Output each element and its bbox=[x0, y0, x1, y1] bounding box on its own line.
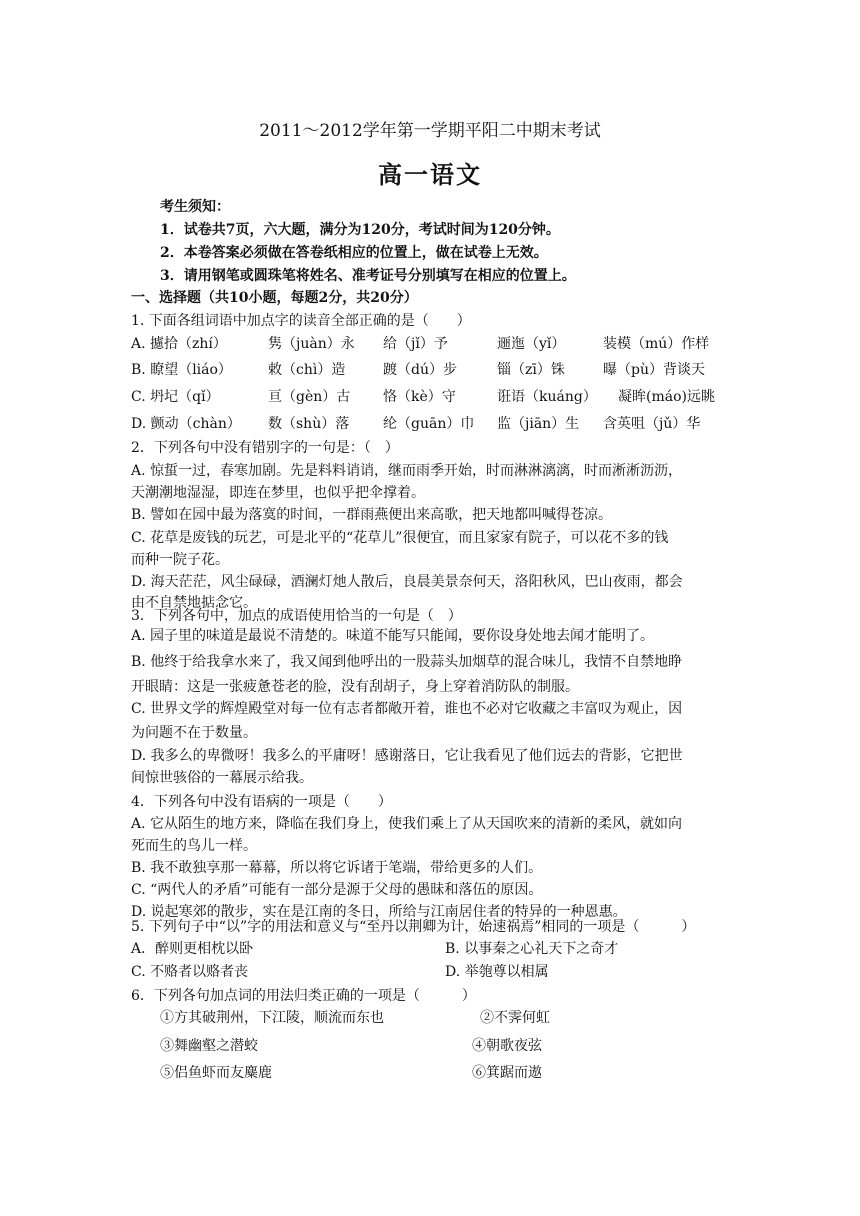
q1-c-4: 诳语（kuáng） bbox=[497, 389, 597, 405]
q4-line-3: B. 我不敢独享那一幕幕，所以将它诉诸于笔端，带给更多的人们。 bbox=[131, 860, 543, 876]
q2-line-1: A. 惊蜇一过，春寒加剧。先是料料诮诮，继而雨季开始，时而淋淋漓漓，时而淅淅沥沥， bbox=[131, 463, 683, 479]
q1-b-5: 曝（pù）背谈天 bbox=[603, 362, 705, 378]
q3-line-2: B. 他终于给我拿水来了，我又闻到他呼出的一股蒜头加烟草的混合味儿，我情不自禁地睁 bbox=[131, 654, 683, 670]
q3-line-3: 开眼睛：这是一张疲惫苍老的脸，没有刮胡子，身上穿着消防队的制服。 bbox=[131, 679, 579, 695]
q6-item-1: ①方其破荆州，下江陵，顺流而东也 bbox=[160, 1010, 384, 1026]
q2-line-6: D. 海天茫茫，风尘碌碌，酒澜灯灺人散后，良晨美景奈何天，洛阳秋风，巴山夜雨，都会 bbox=[131, 574, 683, 590]
q2-line-3: B. 譬如在园中最为落寞的时间，一群雨燕便出来高歌，把天地都叫喊得苍凉。 bbox=[131, 507, 613, 523]
q1-c-2: 亘（gèn）古 bbox=[268, 389, 351, 405]
q6-item-4: ④朝歌夜弦 bbox=[472, 1038, 542, 1054]
notice-heading: 考生须知： bbox=[160, 199, 230, 215]
question-4-stem: 4．下列各句中没有语病的一项是（ ） bbox=[131, 794, 392, 810]
question-3-stem: 3．下列各句中，加点的成语使用恰当的一句是（ ） bbox=[131, 608, 462, 624]
notice-item-3: 3．请用钢笔或圆珠笔将姓名、准考证号分别填写在相应的位置上。 bbox=[160, 268, 576, 284]
question-2-stem: 2．下列各句中没有错别字的一句是：（ ） bbox=[131, 440, 399, 456]
exam-subject: 高一语文 bbox=[378, 160, 482, 189]
q6-item-6: ⑥箕踞而遨 bbox=[472, 1065, 542, 1081]
q5-option-d: D. 举匏尊以相属 bbox=[445, 964, 549, 980]
q2-line-2: 天潮潮地湿湿，即连在梦里，也似乎把伞撑着。 bbox=[131, 485, 425, 501]
q6-item-2: ②不霁何虹 bbox=[480, 1010, 550, 1026]
q1-b-2: 敕（chì）造 bbox=[268, 362, 346, 378]
q1-d-5: 含英咀（jǔ）华 bbox=[603, 416, 701, 432]
notice-item-1: 1．试卷共7页，六大题，满分为120分，考试时间为120分钟。 bbox=[160, 222, 560, 238]
q5-option-a: A．醉则更相枕以卧 bbox=[131, 941, 254, 957]
q1-a-4: 逦迤（yǐ） bbox=[497, 336, 566, 352]
q1-d-1: D. 颤动（chàn） bbox=[131, 416, 241, 432]
q3-line-5: 为问题不在于数量。 bbox=[131, 725, 257, 741]
q4-line-1: A. 它从陌生的地方来，降临在我们身上，使我们乘上了从天国吹来的清新的柔风，就如向 bbox=[131, 816, 683, 832]
q1-a-5: 装模（mú）作样 bbox=[603, 336, 710, 352]
q1-a-2: 隽（juàn）永 bbox=[268, 336, 355, 352]
q4-line-4: C. “两代人的矛盾”可能有一部分是源于父母的愚昧和落伍的原因。 bbox=[131, 882, 543, 898]
q4-line-5: D. 说起寒郊的散步，实在是江南的冬日，所给与江南居住者的特异的一种恩惠。 bbox=[131, 904, 627, 920]
q3-line-7: 间惊世骇俗的一幕展示给我。 bbox=[131, 770, 313, 786]
question-1-stem: 1. 下面各组词语中加点字的读音全部正确的是（ ） bbox=[131, 313, 471, 329]
notice-item-2: 2．本卷答案必须做在答卷纸相应的位置上，做在试卷上无效。 bbox=[160, 245, 548, 261]
q1-c-3: 恪（kè）守 bbox=[383, 389, 456, 405]
q5-option-c: C. 不赂者以赂者丧 bbox=[131, 964, 249, 980]
q2-line-4: C. 花草是废钱的玩艺，可是北平的“花草儿”很便宜，而且家家有院子，可以花不多的钱 bbox=[131, 530, 669, 546]
q4-line-2: 死而生的鸟儿一样。 bbox=[131, 838, 257, 854]
q3-line-6: D. 我多么的卑微呀！我多么的平庸呀！感谢落日，它让我看见了他们远去的背影，它把世 bbox=[131, 748, 683, 764]
q2-line-7: 由不自禁地掂念它。 bbox=[131, 595, 257, 611]
q3-line-4: C. 世界文学的辉煌殿堂对每一位有志者都敞开着，谁也不必对它收藏之丰富叹为观止，因 bbox=[131, 701, 683, 717]
q1-c-1: C. 坍圮（qǐ） bbox=[131, 389, 220, 405]
q1-b-3: 踱（dú）步 bbox=[383, 362, 457, 378]
q1-a-1: A. 攄拾（zhí） bbox=[131, 336, 227, 352]
q1-d-4: 监（jiān）生 bbox=[497, 416, 580, 432]
q1-c-5: 凝眸(máo)远眺 bbox=[618, 389, 715, 405]
section-heading: 一、选择题（共10小题，每题2分，共20分） bbox=[131, 290, 418, 306]
q1-b-1: B. 瞭望（liáo） bbox=[131, 362, 232, 378]
question-5-stem: 5. 下列句子中“以”字的用法和意义与“至丹以荆卿为计，始速祸焉”相同的一项是（ ） bbox=[131, 919, 696, 935]
q1-a-3: 给（jǐ）予 bbox=[383, 336, 448, 352]
q3-line-1: A. 园子里的味道是最说不清楚的。味道不能写只能闻，要你设身处地去闻才能明了。 bbox=[131, 628, 655, 644]
q2-line-5: 而种一院子花。 bbox=[131, 552, 229, 568]
q6-item-3: ③舞幽壑之潜蛟 bbox=[160, 1038, 258, 1054]
exam-title: 2011～2012学年第一学期平阳二中期末考试 bbox=[259, 121, 601, 141]
q6-item-5: ⑤侣鱼虾而友麋鹿 bbox=[160, 1065, 272, 1081]
q5-option-b: B. 以事秦之心礼天下之奇才 bbox=[445, 941, 619, 957]
q1-b-4: 锱（zī）铢 bbox=[497, 362, 565, 378]
q1-d-3: 纶（guān）巾 bbox=[383, 416, 475, 432]
question-6-stem: 6．下列各句加点词的用法归类正确的一项是（ ） bbox=[131, 988, 476, 1004]
q1-d-2: 数（shù）落 bbox=[268, 416, 350, 432]
